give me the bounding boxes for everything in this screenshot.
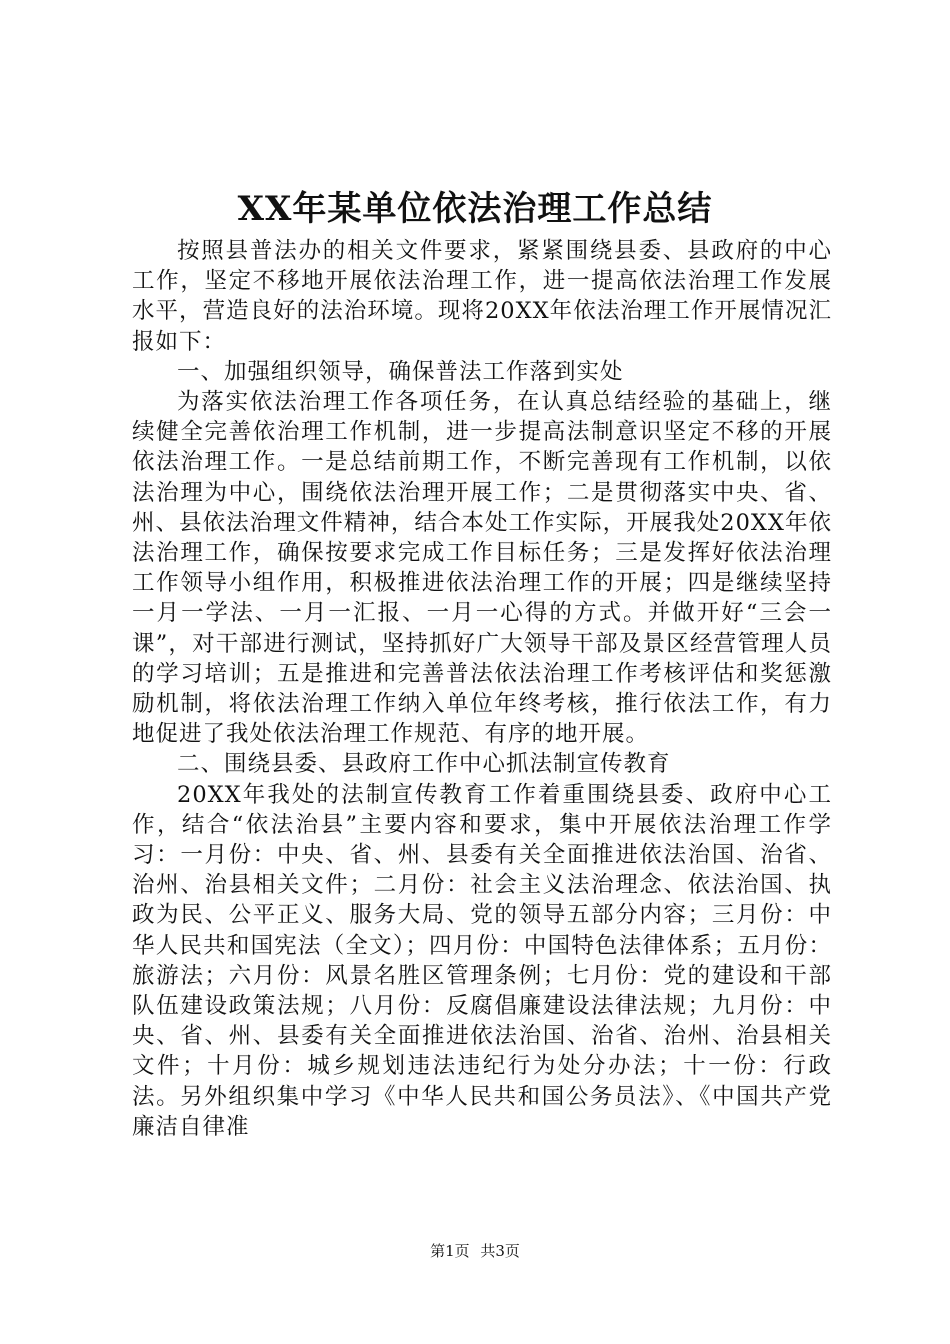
page-footer [0, 1241, 950, 1261]
section-heading-2: 二、围绕县委、县政府工作中心抓法制宣传教育 [177, 751, 671, 778]
intro-paragraph: 按照县普法办的相关文件要求，紧紧围绕县委、县政府的中心工作，坚定不移地开展依法治理工作，进一提高依法治理工作发展水平，营造良好的法治环境。现将20XX年依法治理工作开展情况汇报如下： [132, 238, 832, 355]
document-title: XX年某单位依法治理工作总结 [237, 189, 713, 229]
document-body [132, 236, 832, 1142]
section-2-paragraph: 20XX年我处的法制宣传教育工作着重围绕县委、政府中心工作，结合“依法治县”主要内容和要求，集中开展依法治理工作学习：一月份：中央、省、州、县委有关全面推进依法治国、治省、治州、治县相关文件；二月份：社会主义法治理念、依法治国、执政为民、公平正义、服务大局、党的领导五部分内容；三月份：中华人民共和国宪法（全文）；四月份：中国特色法律体系；五月份：旅游法；六月份：风景名胜区管理条例；七月份：党的建设和干部队伍建设政策法规；八月份：反腐倡廉建设法律法规；九月份：中央、省、州、县委有关全面推进依法治国、治省、治州、治县相关文件；十月份：城乡规划违法违纪行为处分办法；十一份：行政法。另外组织集中学习《中华人民共和国公务员法》、《中国共产党廉洁自律准 [132, 781, 832, 1140]
page-number: 第1页 [430, 1242, 470, 1260]
page-total: 共3页 [480, 1242, 520, 1260]
section-heading-1: 一、加强组织领导，确保普法工作落到实处 [177, 358, 624, 385]
section-1-paragraph: 为落实依法治理工作各项任务，在认真总结经验的基础上，继续健全完善依治理工作机制，进一步提高法制意识坚定不移的开展依法治理工作。一是总结前期工作，不断完善现有工作机制，以依法治理为中心，围绕依法治理开展工作；二是贯彻落实中央、省、州、县依法治理文件精神，结合本处工作实际，开展我处20XX年依法治理工作，确保按要求完成工作目标任务；三是发挥好依法治理工作领导小组作用，积极推进依法治理工作的开展；四是继续坚持一月一学法、一月一汇报、一月一心得的方式。并做开好“三会一课”，对干部进行测试，坚持抓好广大领导干部及景区经营管理人员的学习培训；五是推进和完善普法依法治理工作考核评估和奖惩激励机制，将依法治理工作纳入单位年终考核，推行依法工作，有力地促进了我处依法治理工作规范、有序的地开展。 [132, 389, 832, 748]
